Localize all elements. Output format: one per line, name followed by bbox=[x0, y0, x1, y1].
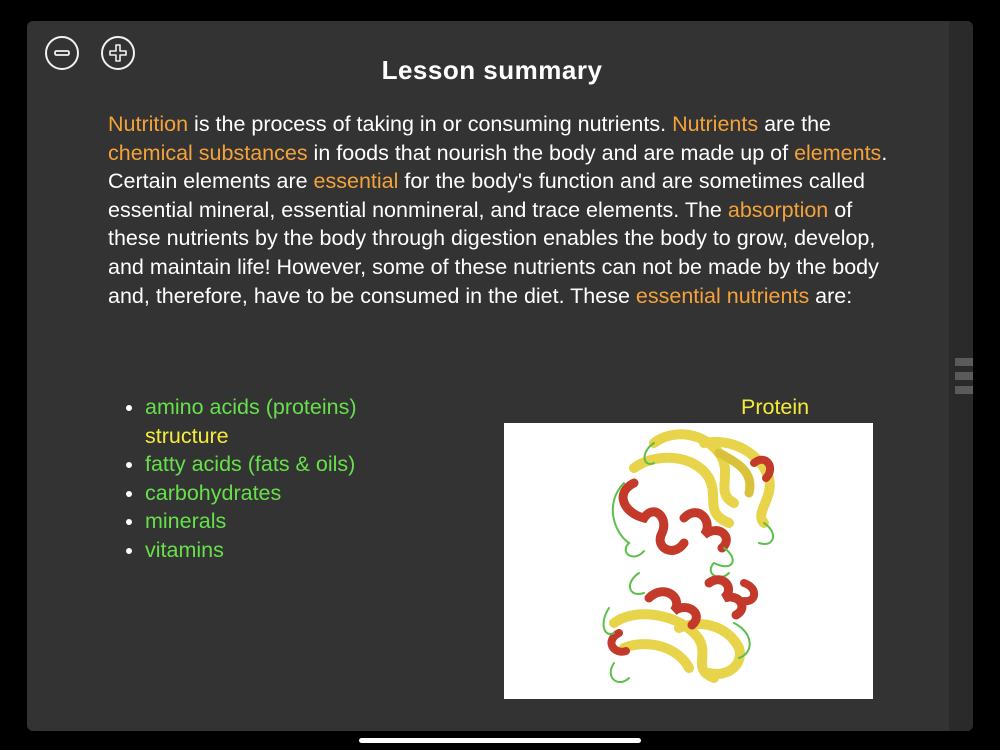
term-essential: essential bbox=[313, 169, 399, 194]
list-item bbox=[145, 536, 357, 565]
paragraph-text: . Certain elements are bbox=[108, 140, 888, 194]
grip-handle[interactable] bbox=[955, 358, 973, 366]
nutrient-label: carbohydrates bbox=[145, 480, 282, 505]
list-item bbox=[145, 507, 357, 536]
term-essential-nutrients: essential nutrients bbox=[635, 283, 810, 308]
grip-handle[interactable] bbox=[955, 386, 973, 394]
list-item bbox=[145, 393, 357, 450]
paragraph-text: is the process of taking in or consuming nutrients. bbox=[188, 112, 673, 136]
nutrient-label: amino acids (proteins) bbox=[145, 395, 357, 419]
term-chemical-substances: chemical substances bbox=[108, 140, 308, 165]
paragraph-text: are the bbox=[758, 112, 832, 136]
protein-structure-image bbox=[504, 423, 873, 699]
page-title: Lesson summary bbox=[381, 55, 603, 85]
paragraph-text: are: bbox=[809, 283, 853, 308]
term-nutrition: Nutrition bbox=[108, 112, 189, 136]
paragraph-text: for the body's function and are sometimes called essential mineral, essential nonmineral, and trace elements. The bbox=[108, 169, 866, 222]
nutrient-label: fatty acids (fats & oils) bbox=[145, 452, 356, 477]
nutrient-label: vitamins bbox=[145, 537, 224, 562]
list-item bbox=[145, 450, 357, 479]
protein-ribbon-illustration bbox=[504, 423, 873, 699]
side-scroll-strip[interactable] bbox=[949, 21, 973, 731]
term-elements: elements bbox=[794, 140, 882, 165]
home-indicator[interactable] bbox=[359, 738, 641, 743]
paragraph-text: of these nutrients by the body through digestion enables the body to grow, develop, and maintain life! However, some of these nutrients can not be made by the body and, therefore, have to be consumed in the diet. These bbox=[108, 197, 879, 308]
nutrient-list bbox=[123, 393, 357, 565]
figure-caption: Protein bbox=[741, 395, 810, 419]
summary-paragraph bbox=[108, 110, 898, 310]
nutrient-sublabel: structure bbox=[145, 423, 229, 448]
grip-handle[interactable] bbox=[955, 372, 973, 380]
nutrient-label: minerals bbox=[145, 509, 227, 534]
term-nutrients: Nutrients bbox=[672, 112, 759, 136]
lesson-panel bbox=[27, 21, 973, 731]
term-absorption: absorption bbox=[727, 197, 829, 222]
paragraph-text: in foods that nourish the body and are made up of bbox=[307, 140, 795, 165]
list-item bbox=[145, 479, 357, 508]
